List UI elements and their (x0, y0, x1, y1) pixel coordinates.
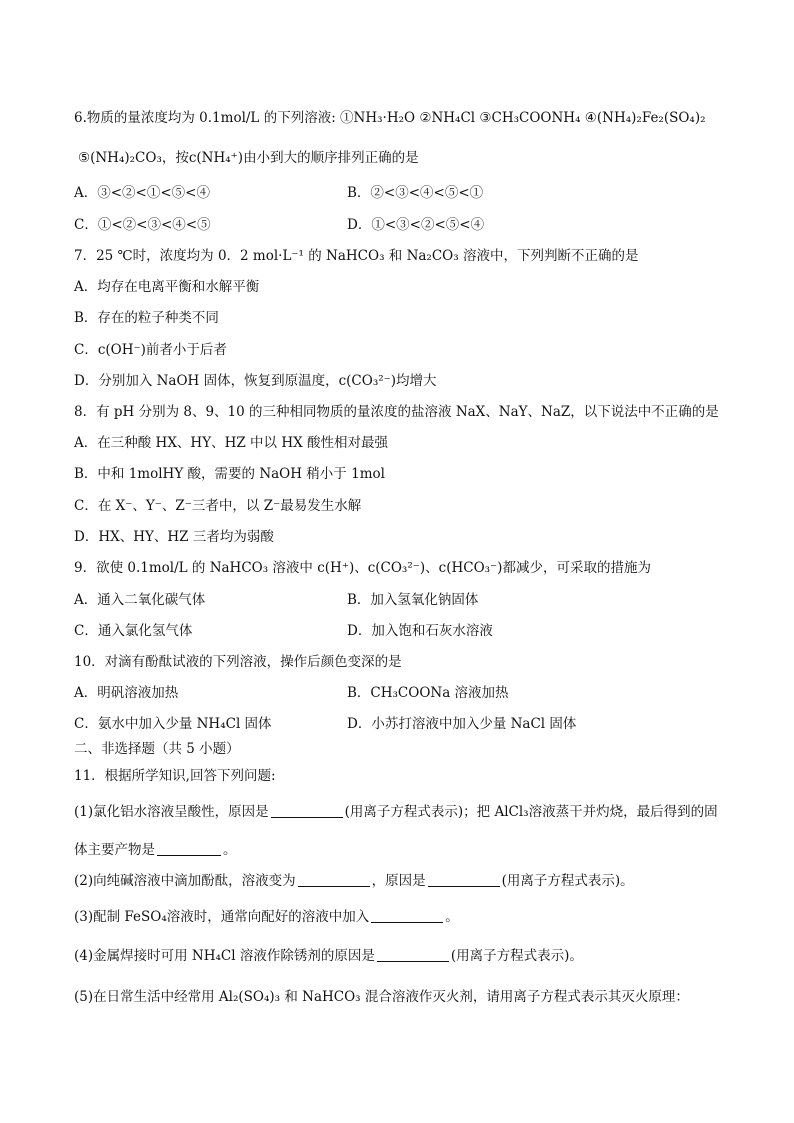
q7-option-a: A．均存在电离平衡和水解平衡 (74, 279, 260, 295)
q11-part2-text-b: ，原因是 (371, 873, 426, 889)
q6-option-b: B．②<③<④<⑤<① (347, 185, 484, 201)
q11-part1-text-c: 体主要产物是 (74, 842, 155, 858)
q11-part4-text-a: (4)金属焊接时可用 NH₄Cl 溶液作除锈剂的原因是 (74, 948, 375, 964)
q6-option-d: D．①<③<②<⑤<④ (347, 217, 485, 233)
q11-part1-text-d: 。 (223, 842, 237, 858)
section-heading: 二、非选择题（共 5 小题） (74, 741, 240, 757)
q8-option-b: B．中和 1molHY 酸，需要的 NaOH 稍小于 1mol (74, 466, 385, 482)
q8-option-a: A．在三种酸 HX、HY、HZ 中以 HX 酸性相对最强 (74, 435, 389, 451)
answer-blank[interactable] (298, 872, 370, 887)
q11-part2-text-a: (2)向纯碱溶液中滴加酚酞，溶液变为 (74, 873, 296, 889)
answer-blank[interactable] (377, 947, 449, 962)
q8-stem: 8．有 pH 分别为 8、9、10 的三种相同物质的量浓度的盐溶液 NaX、NaY、NaZ，以下说法中不正确的是 (74, 404, 719, 420)
q11-part4 (74, 946, 583, 966)
q8-option-c: C．在 X⁻、Y⁻、Z⁻三者中，以 Z⁻最易发生水解 (74, 498, 362, 514)
q11-part1 (74, 802, 718, 822)
q10-option-a: A．明矾溶液加热 (74, 685, 179, 701)
q7-option-d: D．分别加入 NaOH 固体，恢复到原温度，c(CO₃²⁻)均增大 (74, 373, 437, 389)
q11-part1-continued (74, 840, 237, 860)
q11-part5: (5)在日常生活中经常用 Al₂(SO₄)₃ 和 NaHCO₃ 混合溶液作灭火剂，请用离子方程式表示其灭火原理： (74, 989, 689, 1005)
q11-part1-text-b: (用离子方程式表示)；把 AlCl₃溶液蒸干并灼烧，最后得到的固 (344, 804, 718, 820)
q9-option-a: A．通入二氧化碳气体 (74, 592, 206, 608)
q11-part3 (74, 907, 459, 927)
q11-stem: 11．根据所学知识,回答下列问题: (74, 768, 276, 784)
q9-stem: 9．欲使 0.1mol/L 的 NaHCO₃ 溶液中 c(H⁺)、c(CO₃²⁻)、c(HCO₃⁻)都减少，可采取的措施为 (74, 560, 651, 576)
q6-option-c: C．①<②<③<④<⑤ (74, 217, 211, 233)
q7-option-c: C．c(OH⁻)前者小于后者 (74, 342, 227, 358)
q6-stem-continued: ⑤(NH₄)₂CO₃，按c(NH₄⁺)由小到大的顺序排列正确的是 (78, 150, 419, 166)
q6-option-a: A．③<②<①<⑤<④ (74, 185, 210, 201)
q6-stem: 6.物质的量浓度均为 0.1mol/L 的下列溶液: ①NH₃·H₂O ②NH₄Cl ③CH₃COONH₄ ④(NH₄)₂Fe₂(SO₄)₂ (74, 110, 706, 126)
answer-blank[interactable] (271, 803, 343, 818)
answer-blank[interactable] (371, 908, 443, 923)
q11-part3-text-a: (3)配制 FeSO₄溶液时，通常向配好的溶液中加入 (74, 909, 370, 925)
answer-blank[interactable] (428, 872, 500, 887)
q8-option-d: D．HX、HY、HZ 三者均为弱酸 (74, 529, 274, 545)
q10-option-b: B．CH₃COONa 溶液加热 (347, 685, 509, 701)
q10-stem: 10．对滴有酚酞试液的下列溶液，操作后颜色变深的是 (74, 654, 402, 670)
q10-option-c: C．氨水中加入少量 NH₄Cl 固体 (74, 716, 272, 732)
q9-option-c: C．通入氯化氢气体 (74, 623, 193, 639)
q11-part1-text-a: (1)氯化铝水溶液呈酸性，原因是 (74, 804, 269, 820)
q9-option-b: B．加入氢氧化钠固体 (347, 592, 479, 608)
q9-option-d: D．加入饱和石灰水溶液 (347, 623, 493, 639)
q11-part3-text-b: 。 (445, 909, 459, 925)
q11-part4-text-b: (用离子方程式表示)。 (450, 948, 583, 964)
answer-blank[interactable] (157, 841, 221, 856)
q11-part2-text-c: (用离子方程式表示)。 (501, 873, 634, 889)
q7-option-b: B．存在的粒子种类不同 (74, 310, 219, 326)
q7-stem: 7．25 ℃时，浓度均为 0．2 mol·L⁻¹ 的 NaHCO₃ 和 Na₂CO₃ 溶液中，下列判断不正确的是 (74, 248, 639, 264)
q11-part2 (74, 871, 634, 891)
q10-option-d: D．小苏打溶液中加入少量 NaCl 固体 (347, 716, 577, 732)
